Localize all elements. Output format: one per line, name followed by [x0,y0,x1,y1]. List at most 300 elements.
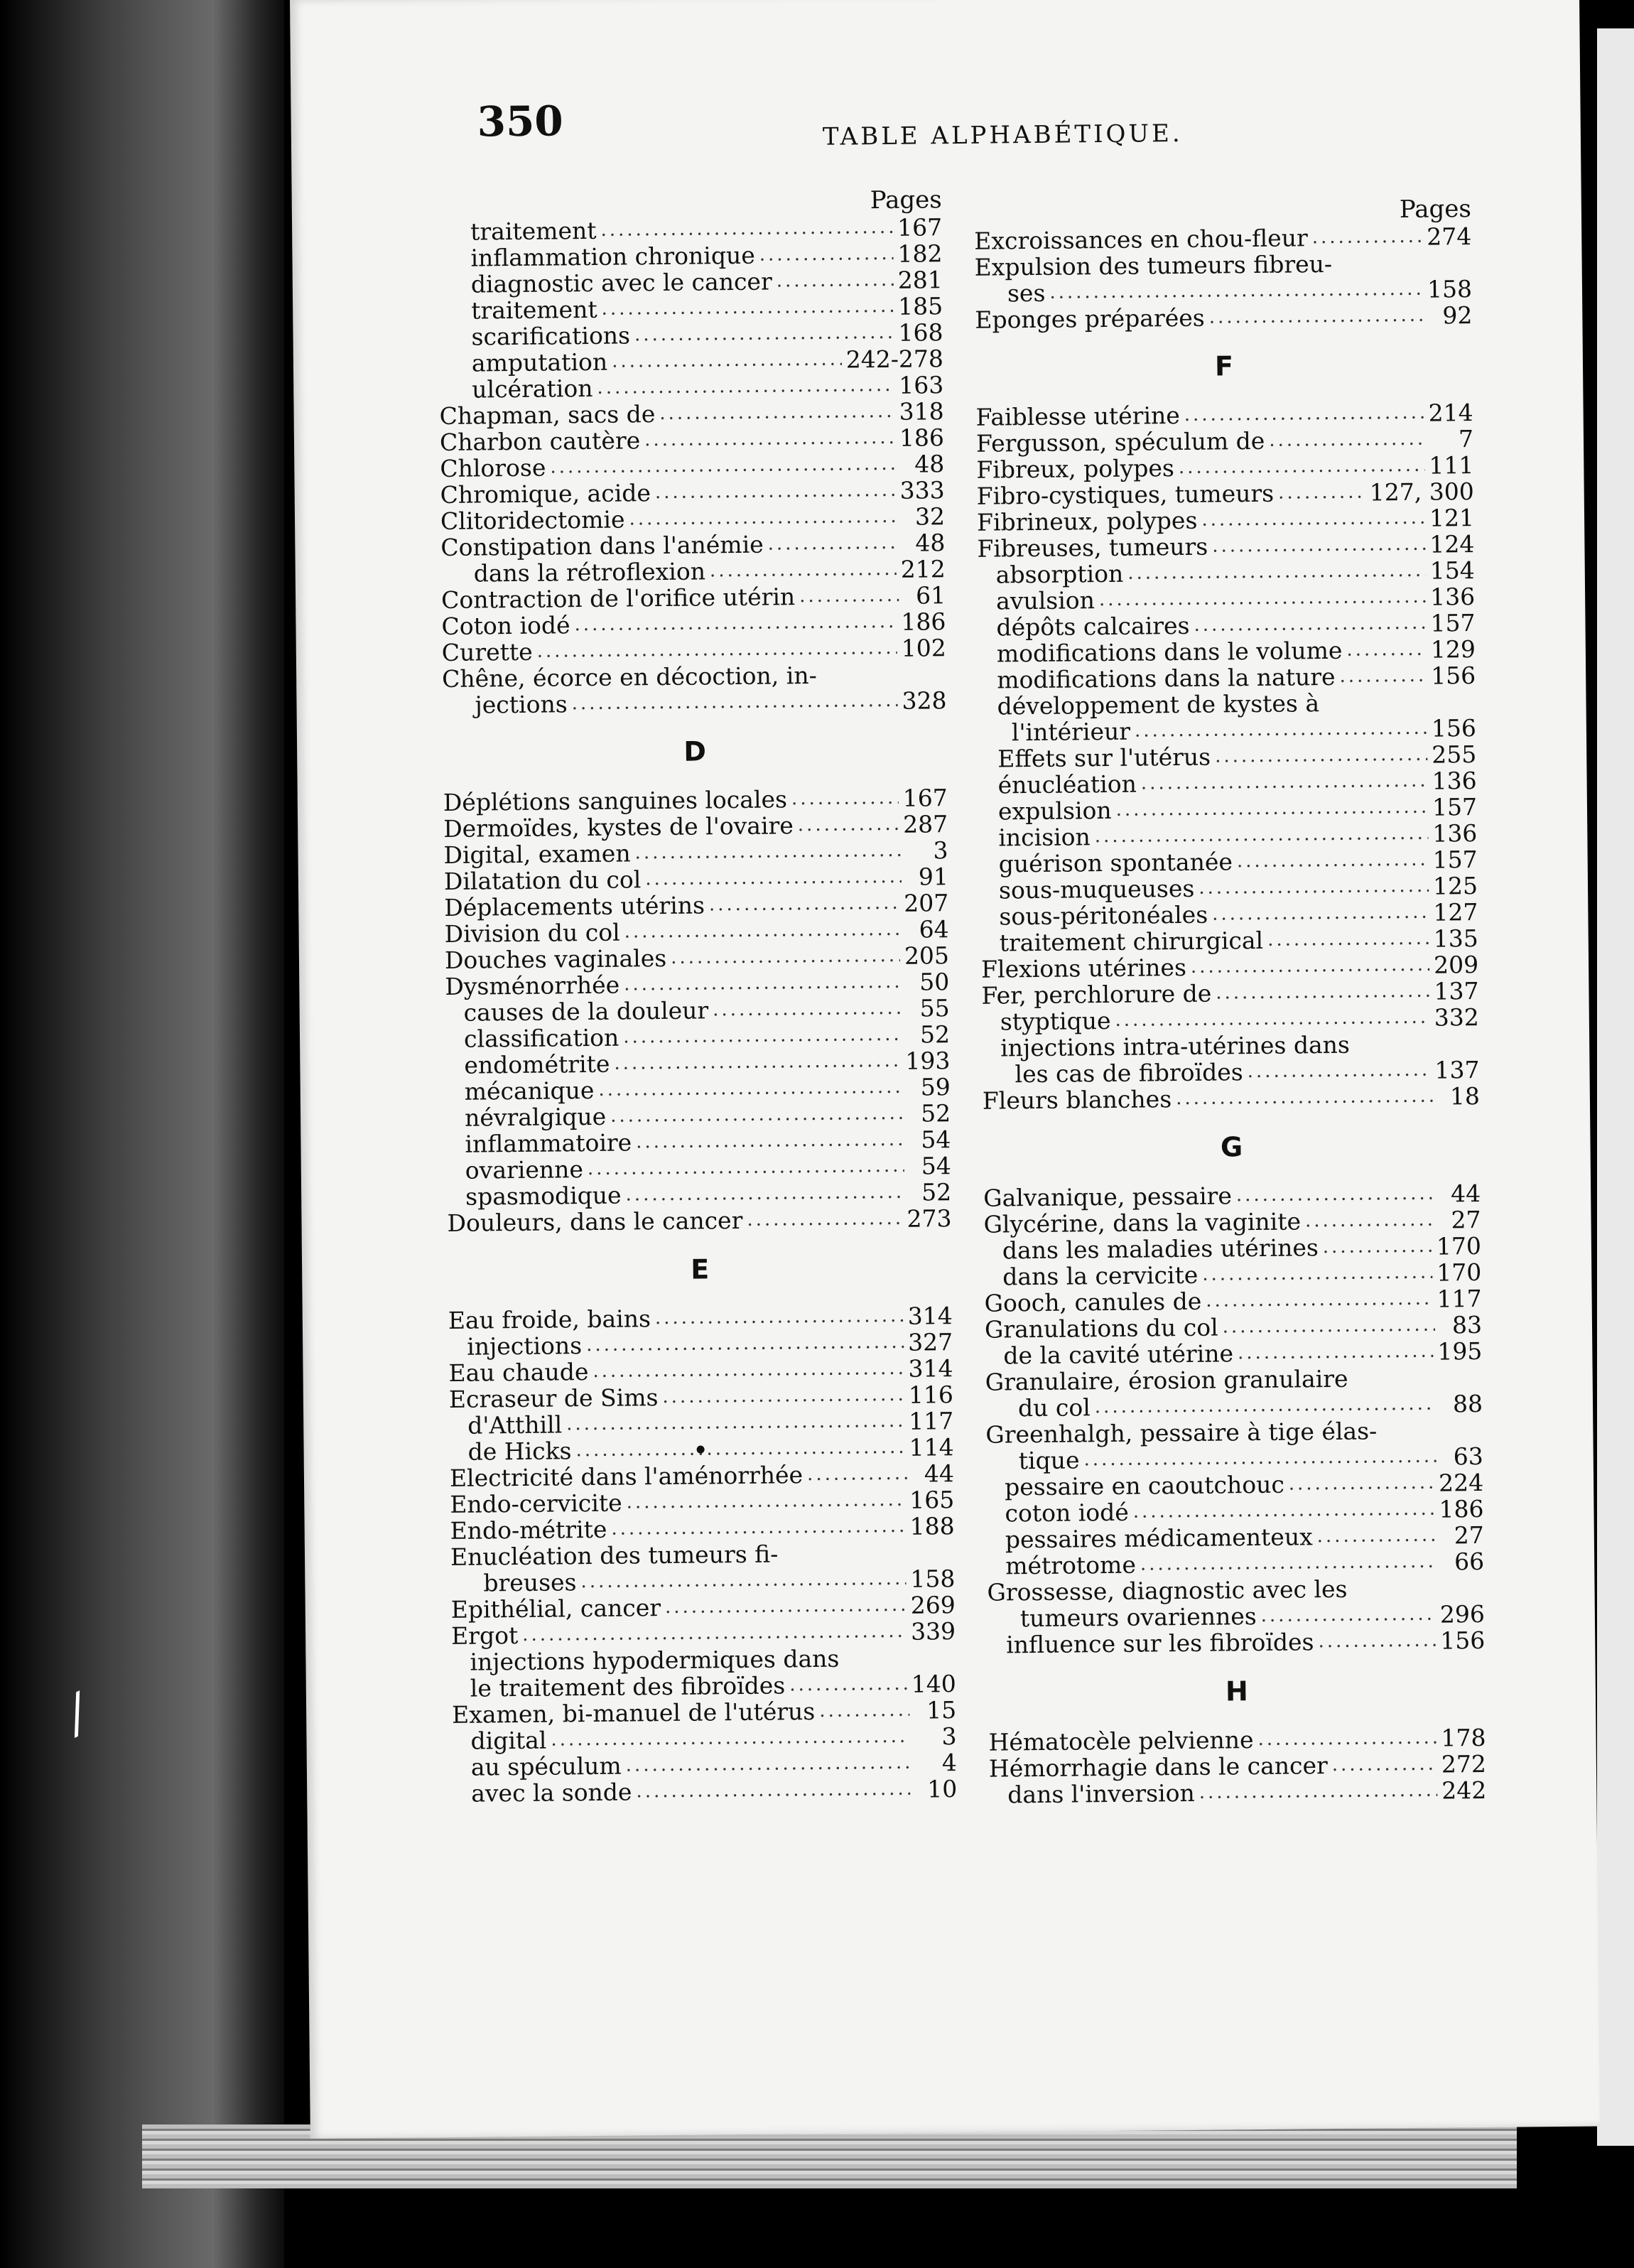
entry-term: Granulations du col [984,1313,1218,1344]
dot-leader [610,1101,904,1130]
dot-leader [550,451,897,481]
entry-term: avulsion [995,586,1095,615]
entry-term: Déplétions sanguines locales [443,785,788,816]
index-entry [983,1083,1480,1114]
dot-leader [1199,873,1429,902]
pages-label: Pages [870,185,942,215]
entry-term: pessaire en caoutchouc [1004,1470,1285,1501]
entry-pages: 207 [904,889,949,917]
entry-pages: 83 [1451,1310,1483,1339]
entry-term: Gooch, canules de [984,1287,1202,1317]
dot-leader [1332,1751,1437,1778]
entry-pages: 140 [911,1670,956,1698]
entry-term: traitement [471,295,597,325]
entry-term: développement de kystes à [997,689,1320,720]
entry-pages: 88 [1452,1389,1483,1418]
entry-term: Chêne, écorce en décoction, in- [441,661,817,693]
entry-pages: 111 [1429,451,1474,480]
entry-pages: 167 [897,213,943,242]
dot-leader [710,556,897,585]
entry-pages: 129 [1430,635,1476,664]
dot-leader [1267,926,1429,954]
entry-term: dépôts calcaires [996,611,1190,642]
entry-term: de Hicks [467,1437,572,1466]
entry-pages: 124 [1429,530,1475,558]
entry-term: Expulsion des tumeurs fibreu- [974,249,1333,281]
entry-pages: 121 [1429,504,1475,532]
entry-term: influence sur les fibroïdes [1006,1628,1314,1659]
entry-term: Faiblesse utérine [975,401,1180,431]
entry-term: expulsion [997,796,1112,826]
entry-term: inflammation chronique [470,241,755,272]
entry-term: ovarienne [465,1155,584,1184]
entry-pages: 156 [1431,662,1476,690]
entry-term: Dilatation du col [443,865,642,895]
index-entry [975,302,1472,333]
book-page [290,0,1600,2139]
dot-leader [798,811,899,838]
entry-pages: 170 [1436,1258,1482,1287]
entry-term: Glycérine, dans la vaginite [983,1207,1302,1238]
entry-term: coton iodé [1005,1498,1129,1528]
entry-term: amputation [471,347,608,377]
page-number: 350 [477,97,564,146]
dot-leader [624,969,902,998]
section-letter: D [683,735,707,767]
entry-pages: 272 [1441,1749,1487,1778]
entry-term: Fergusson, spéculum de [975,426,1265,458]
section-letter: E [690,1253,710,1285]
entry-pages: 339 [910,1617,956,1646]
entry-pages: 54 [921,1152,951,1180]
book-binding-edge [0,0,284,2268]
index-entry [982,1004,1479,1035]
entry-pages: 91 [918,863,949,891]
entry-term: dans la cervicite [1002,1260,1199,1291]
entry-pages: 158 [910,1565,956,1593]
dot-leader [1257,1725,1436,1753]
right-sheet-edge [1597,28,1634,2146]
dot-leader [1116,794,1429,824]
entry-term: d'Atthill [467,1410,563,1440]
dot-leader [799,583,899,610]
entry-pages: 92 [1442,301,1473,330]
entry-term: Granulaire, érosion granulaire [985,1364,1348,1396]
dot-leader [593,1356,904,1385]
dot-leader [791,785,899,812]
pages-label: Pages [1399,195,1472,225]
dot-leader [1140,1549,1438,1578]
entry-term: Flexions utérines [980,953,1187,983]
dot-leader [611,1513,906,1543]
dot-leader [634,838,901,867]
dot-leader [1194,610,1426,639]
entry-term: guérison spontanée [998,848,1233,878]
entry-pages: 224 [1438,1468,1484,1497]
dot-leader [574,609,897,638]
dot-leader [1127,558,1426,587]
entry-term: tumeurs ovariennes [1019,1602,1257,1633]
dot-leader [1099,584,1427,613]
dot-leader [665,1592,907,1621]
entry-pages: 127, 300 [1369,477,1474,507]
dot-leader [1199,1778,1438,1806]
entry-term: causes de la douleur [463,996,709,1027]
dot-leader [1305,1207,1434,1235]
dot-leader [659,399,895,427]
entry-pages: 50 [919,968,950,996]
dot-leader [588,1153,904,1182]
dot-leader [1191,952,1430,981]
entry-term: jections [475,690,568,719]
entry-pages: 274 [1427,222,1472,251]
dot-leader [575,1435,904,1464]
dot-leader [636,1127,904,1156]
dot-leader [644,425,895,453]
entry-pages: 273 [907,1204,952,1233]
dot-leader [1269,426,1427,454]
entry-pages: 332 [1434,1003,1480,1032]
entry-term: Endo-cervicite [450,1489,622,1518]
entry-term: ses [1007,279,1046,308]
dot-leader [1209,303,1426,331]
entry-term: inflammatoire [465,1128,632,1158]
index-entry [442,687,946,718]
entry-term: sous-muqueuses [998,874,1195,904]
entry-pages: 182 [897,239,943,268]
running-title: TABLE ALPHABÉTIQUE. [822,119,1183,151]
index-entry [987,1548,1484,1580]
entry-term: Division du col [444,918,620,948]
dot-leader [1318,1628,1436,1656]
index-entry [451,1618,956,1649]
entry-term: Fibreuses, tumeurs [977,532,1208,563]
entry-term: de la cavité utérine [1003,1339,1234,1370]
entry-term: pessaires médicamenteux [1005,1523,1313,1554]
entry-term: Chromique, acide [440,479,651,509]
dot-leader [645,864,902,892]
index-entry [985,1390,1483,1422]
dot-leader [819,1697,909,1724]
entry-pages: 137 [1434,977,1479,1005]
entry-term: au spéculum [470,1751,622,1781]
margin-mark: / [56,1683,97,1744]
entry-term: traitement [470,216,597,246]
section-letter: G [1220,1131,1243,1163]
entry-term: Chlorose [440,453,546,483]
dot-leader [625,1179,904,1209]
entry-pages: 168 [898,318,943,347]
dot-leader [1083,1444,1436,1474]
entry-term: Excroissances en chou-fleur [974,224,1308,255]
dot-leader [662,1382,904,1410]
dot-leader [1237,847,1429,875]
dot-leader [598,1074,904,1103]
entry-term: Fleurs blanches [982,1085,1172,1115]
entry-term: Contraction de l'orifice utérin [440,583,796,614]
entry-pages: 178 [1441,1723,1486,1752]
entry-pages: 269 [910,1591,956,1619]
entry-pages: 59 [920,1073,951,1101]
entry-term: Fer, perchlorure de [981,979,1212,1010]
entry-pages: 209 [1433,951,1479,979]
dot-leader [1133,1496,1435,1526]
entry-term: Greenhalgh, pessaire à tige élas- [985,1417,1378,1449]
dot-leader [1278,480,1365,507]
entry-term: avec la sonde [471,1778,632,1808]
entry-term: Clitoridectomie [440,505,625,535]
dot-leader [580,1566,906,1595]
entry-term: breuses [483,1568,577,1597]
entry-pages: 333 [899,476,945,504]
entry-pages: 212 [900,555,946,583]
section-letter: H [1225,1675,1249,1707]
entry-pages: 135 [1433,924,1478,953]
entry-pages: 64 [919,915,949,944]
dot-leader [612,347,842,375]
entry-term: styptique [1000,1006,1111,1036]
entry-pages: 55 [919,994,950,1022]
entry-pages: 127 [1433,898,1478,927]
dot-leader [1184,400,1424,428]
entry-pages: 52 [920,1099,951,1128]
entry-pages: 255 [1432,740,1477,769]
dot-leader [1095,821,1429,850]
entry-term: classification [463,1023,619,1053]
dot-leader [626,1750,910,1779]
dot-leader [636,1776,910,1805]
entry-pages: 163 [899,371,944,399]
dot-leader [600,215,893,244]
entry-term: Chapman, sacs de [439,400,656,431]
entry-term: Electricité dans l'aménorrhée [449,1461,804,1492]
dot-leader [713,995,903,1024]
entry-pages: 116 [908,1381,954,1409]
entry-term: sous-péritonéales [999,900,1208,931]
entry-term: dans la rétroflexion [473,557,706,588]
dot-leader [1179,453,1425,481]
entry-term: Fibreux, polypes [976,454,1175,484]
entry-pages: 27 [1454,1521,1485,1550]
entry-pages: 32 [914,502,946,531]
dot-leader [1135,716,1427,745]
section-letter: F [1214,350,1234,382]
dot-leader [1141,768,1428,797]
entry-term: digital [470,1726,547,1755]
dot-leader [1346,637,1427,664]
entry-pages: 186 [1439,1494,1484,1523]
index-entry [447,1205,951,1236]
entry-pages: 137 [1434,1055,1480,1084]
entry-term: Grossesse, diagnostic avec les [987,1575,1348,1606]
dot-leader [709,890,900,919]
dot-leader [571,688,897,717]
dot-leader [655,1303,904,1332]
index-entry [974,223,1471,254]
entry-pages: 158 [1427,275,1473,303]
entry-pages: 195 [1437,1336,1483,1366]
dot-leader [1215,742,1427,770]
dot-leader [655,477,896,506]
dot-leader [747,1206,902,1233]
entry-term: Eau froide, bains [448,1305,651,1334]
entry-pages: 186 [899,423,945,452]
entry-pages: 193 [905,1047,951,1075]
entry-term: absorption [995,559,1124,589]
entry-term: Douleurs, dans le cancer [447,1206,743,1237]
entry-term: diagnostic avec le cancer [470,267,772,298]
dot-leader [597,372,894,401]
entry-pages: 27 [1451,1205,1481,1234]
entry-pages: 4 [941,1749,958,1777]
entry-term: tique [1018,1446,1080,1475]
entry-term: Constipation dans l'anémie [440,530,764,561]
index-entry [989,1777,1486,1808]
dot-leader [1312,224,1423,251]
entry-pages: 188 [909,1512,955,1540]
dot-leader [629,504,898,533]
index-entry [442,634,946,666]
dot-leader [1236,1181,1434,1209]
entry-pages: 205 [904,941,950,970]
index-column-left [438,185,958,1807]
entry-pages: 52 [919,1020,951,1049]
entry-pages: 242 [1441,1776,1487,1805]
entry-pages: 242-278 [845,345,944,374]
entry-term: dans l'inversion [1007,1778,1195,1809]
index-entry [978,662,1476,693]
entry-term: Fibro-cystiques, tumeurs [976,479,1275,510]
entry-term: dans les maladies utérines [1002,1233,1319,1265]
entry-term: ulcération [472,374,593,404]
entry-pages: 156 [1440,1626,1486,1655]
entry-term: métrotome [1005,1550,1137,1580]
entry-term: les cas de fibroïdes [1015,1058,1243,1089]
entry-pages: 136 [1432,767,1477,795]
entry-pages: 214 [1428,399,1473,427]
dot-leader [623,1022,903,1051]
dot-leader [1323,1233,1432,1260]
entry-pages: 157 [1432,846,1478,874]
dot-leader [566,1408,904,1438]
entry-pages: 125 [1432,872,1478,900]
dot-leader [1206,1286,1433,1314]
dot-leader [614,1048,901,1077]
entry-pages: 48 [914,450,945,478]
entry-pages: 287 [902,810,948,838]
dot-leader [1212,900,1429,928]
dot-leader [1289,1470,1435,1498]
dot-leader [634,320,894,349]
entry-pages: 7 [1458,425,1474,453]
index-entry [988,1627,1485,1658]
entry-term: Hémorrhagie dans le cancer [988,1751,1328,1783]
dot-leader [1248,1057,1431,1085]
entry-pages: 154 [1429,556,1475,585]
dot-leader [789,1671,907,1699]
dot-leader [1095,1391,1436,1421]
entry-term: le traitement des fibroïdes [470,1671,786,1702]
dot-leader [522,1619,907,1648]
entry-pages: 136 [1429,583,1476,611]
dot-leader [1238,1339,1434,1367]
dot-leader [1176,1084,1433,1112]
entry-pages: 114 [909,1433,954,1462]
entry-term: Curette [441,637,533,666]
entry-pages: 3 [941,1722,957,1751]
entry-term: Eau chaude [448,1358,589,1387]
entry-pages: 52 [921,1178,952,1206]
dot-leader [1223,1312,1436,1341]
entry-pages: 167 [902,784,948,812]
dot-leader [1202,1260,1432,1288]
entry-pages: 314 [907,1302,953,1330]
entry-pages: 18 [1449,1081,1481,1111]
entry-term: Epithélial, cancer [450,1594,661,1624]
entry-term: Digital, examen [443,839,631,869]
entry-pages: 63 [1453,1442,1483,1471]
entry-pages: 296 [1439,1599,1486,1629]
entry-term: Eponges préparées [975,303,1205,334]
entry-term: scarifications [471,321,631,351]
entry-term: injections hypodermiques dans [470,1644,840,1676]
dot-leader [807,1461,907,1488]
index-entry [985,1338,1482,1369]
entry-term: modifications dans la nature [997,662,1336,694]
dot-leader [1115,1005,1430,1034]
dot-leader [1049,276,1423,306]
entry-term: Coton iodé [441,611,570,640]
entry-pages: 170 [1436,1231,1482,1260]
entry-term: du col [1017,1393,1091,1422]
entry-term: Galvanique, pessaire [983,1182,1233,1212]
entry-pages: 102 [901,634,946,662]
dot-leader [1212,531,1426,560]
entry-term: Enucléation des tumeurs fi- [450,1540,779,1571]
entry-pages: 66 [1454,1547,1485,1576]
index-entry [453,1776,957,1807]
dot-leader [1339,663,1427,690]
entry-term: névralgique [464,1102,607,1132]
entry-pages: 10 [927,1775,958,1803]
entry-term: Ecraseur de Sims [448,1383,659,1413]
dot-leader [1201,505,1425,534]
dot-leader [624,917,902,946]
entry-pages: 136 [1432,819,1478,848]
entry-pages: 156 [1431,714,1477,742]
dot-leader [777,267,894,295]
entry-term: spasmodique [465,1181,622,1211]
entry-term: injections [467,1332,583,1361]
dot-leader [586,1329,904,1359]
dot-leader [1216,978,1430,1007]
entry-pages: 44 [924,1459,955,1488]
entry-term: Fibrineux, polypes [976,506,1198,536]
entry-pages: 318 [899,397,944,426]
dot-leader [537,635,897,665]
entry-term: énucléation [997,770,1137,799]
entry-pages: 3 [933,836,948,865]
dot-leader [768,530,899,558]
entry-pages: 15 [926,1696,957,1724]
index-column-right [974,195,1487,1808]
entry-pages: 186 [901,608,946,636]
entry-term: modifications dans le volume [996,636,1343,668]
entry-pages: 117 [909,1407,954,1435]
dot-leader [1261,1602,1436,1629]
entry-term: Charbon cautère [439,426,641,457]
entry-pages: 281 [897,266,943,294]
